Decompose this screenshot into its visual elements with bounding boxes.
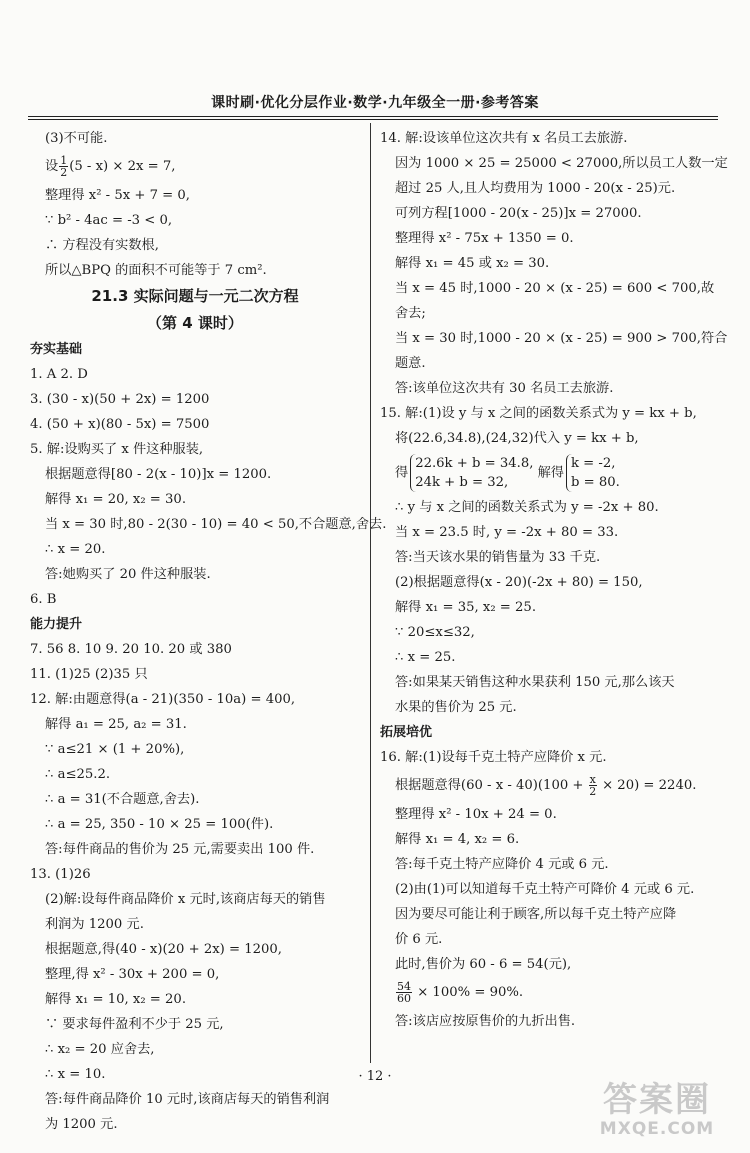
q13-tail-line: 整理得 x² - 5x + 7 = 0, [45, 188, 190, 203]
fraction [589, 774, 597, 797]
answer-line: 3. (30 - x)(50 + 2x) = 1200 [30, 392, 210, 407]
answer-line: 舍去; [395, 306, 426, 321]
header-rule [28, 116, 718, 117]
header-rule-thin [28, 119, 718, 120]
answer-line: 当 x = 45 时,1000 - 20 × (x - 25) = 600 < 700,故 [395, 281, 715, 296]
denominator: 2 [60, 166, 68, 179]
answer-line: 12. 解:由题意得(a - 21)(350 - 10a) = 400, [30, 692, 296, 707]
answer-line: 答:她购买了 20 件这种服装. [45, 567, 211, 582]
text: 得 [395, 465, 409, 481]
answer-line: 当 x = 30 时,1000 - 20 × (x - 25) = 900 > 700,符合 [395, 331, 728, 346]
equation: b = 80. [570, 475, 620, 490]
q13-tail-line: ∵ b² - 4ac = -3 < 0, [45, 213, 173, 228]
answer-line: ∴ x = 20. [45, 542, 106, 557]
answer-line: 解得 x₁ = 35, x₂ = 25. [395, 600, 537, 615]
q13-tail-line: 所以△BPQ 的面积不可能等于 7 cm². [45, 263, 267, 278]
answer-line: 因为要尽可能让利于顾客,所以每千克土特产应降 [395, 907, 677, 922]
answer-line: 整理得 x² - 10x + 24 = 0. [395, 807, 557, 822]
answer-line: 利润为 1200 元. [45, 917, 144, 932]
q13-tail-equation [30, 151, 360, 183]
answer-line: ∴ y 与 x 之间的函数关系式为 y = -2x + 80. [395, 500, 659, 515]
numerator: 54 [397, 980, 411, 993]
answer-line: (2)由(1)可以知道每千克土特产可降价 4 元或 6 元. [395, 882, 695, 897]
text: (5 - x) × 2x = 7, [69, 159, 176, 174]
text: × 20) = 2240. [597, 778, 697, 793]
fraction [396, 981, 412, 1004]
answer-line: ∴ x = 10. [45, 1067, 106, 1082]
right-column [380, 126, 728, 1034]
answer-line: 题意. [395, 356, 426, 371]
answer-line: 超过 25 人,且人均费用为 1000 - 20(x - 25)元. [395, 181, 676, 196]
answer-line: 为 1200 元. [45, 1117, 118, 1132]
text: 根据题意得(60 - x - 40)(100 + [395, 778, 588, 793]
answer-line: 将(22.6,34.8),(24,32)代入 y = kx + b, [395, 431, 639, 446]
answer-equation [380, 977, 715, 1009]
subsection-heading: 拓展培优 [380, 725, 433, 740]
answer-line: 根据题意得[80 - 2(x - 10)]x = 1200. [45, 467, 272, 482]
answer-line: 根据题意,得(40 - x)(20 + 2x) = 1200, [45, 942, 282, 957]
answer-line: 16. 解:(1)设每千克土特产应降价 x 元. [380, 750, 607, 765]
answer-line: 当 x = 30 时,80 - 2(30 - 10) = 40 < 50,不合题意,舍去. [45, 517, 387, 532]
answer-line: 1. A 2. D [30, 367, 88, 382]
column-divider [370, 123, 371, 1063]
section-title: 21.3 实际问题与一元二次方程 [91, 287, 299, 305]
left-column [30, 126, 387, 1137]
answer-line: 15. 解:(1)设 y 与 x 之间的函数关系式为 y = kx + b, [380, 406, 697, 421]
answer-line: 答:该单位这次共有 30 名员工去旅游. [395, 381, 614, 396]
answer-line: ∴ x₂ = 20 应舍去, [45, 1042, 155, 1057]
system-brace [566, 454, 620, 492]
answer-line: 答:该店应按原售价的九折出售. [395, 1014, 576, 1029]
text: × 100% = 90%. [413, 985, 524, 1000]
text: 解得 [537, 465, 564, 481]
answer-line: 解得 x₁ = 4, x₂ = 6. [395, 832, 520, 847]
answer-line: 解得 x₁ = 45 或 x₂ = 30. [395, 256, 550, 271]
answer-line: 答:每千克土特产应降价 4 元或 6 元. [395, 857, 609, 872]
system-brace [410, 454, 533, 492]
answer-line: ∵ a≤21 × (1 + 20%), [45, 742, 185, 757]
answer-line: ∴ a = 31(不合题意,舍去). [45, 792, 200, 807]
answer-line: 6. B [30, 592, 57, 607]
answer-line: 答:每件商品降价 10 元时,该商店每天的销售利润 [45, 1092, 330, 1107]
answer-line: 解得 x₁ = 10, x₂ = 20. [45, 992, 187, 1007]
q13-tail-line: (3)不可能. [45, 131, 108, 146]
watermark-logo: 答案圈 [603, 1080, 711, 1120]
answer-line: (2)解:设每件商品降价 x 元时,该商店每天的销售 [45, 892, 326, 907]
answer-line: 整理,得 x² - 30x + 200 = 0, [45, 967, 220, 982]
numerator: x [589, 773, 596, 786]
answer-equation [380, 770, 715, 802]
answer-line: (2)根据题意得(x - 20)(-2x + 80) = 150, [395, 575, 643, 590]
answer-line: ∴ a = 25, 350 - 10 × 25 = 100(件). [45, 817, 274, 832]
numerator: 1 [60, 154, 68, 167]
answer-line: ∵ 20≤x≤32, [395, 625, 475, 640]
equation: 24k + b = 32, [415, 475, 509, 490]
answer-line: 答:如果某天销售这种水果获利 150 元,那么该天 [395, 675, 675, 690]
denominator: 2 [589, 785, 597, 798]
watermark-url: MXQE.COM [599, 1119, 715, 1139]
answer-line: 答:每件商品的售价为 25 元,需要卖出 100 件. [45, 842, 315, 857]
answer-line: 13. (1)26 [30, 867, 91, 882]
watermark [572, 1081, 742, 1139]
equation-system [380, 451, 715, 495]
answer-line: 水果的售价为 25 元. [395, 700, 517, 715]
fraction [59, 155, 68, 178]
answer-line: ∵ 要求每件盈利不少于 25 元, [45, 1017, 224, 1032]
subsection-heading: 能力提升 [30, 617, 83, 632]
answer-line: 解得 a₁ = 25, a₂ = 31. [45, 717, 187, 732]
answer-line: 此时,售价为 60 - 6 = 54(元), [395, 957, 572, 972]
answer-line: 价 6 元. [395, 932, 443, 947]
answer-line: 5. 解:设购买了 x 件这种服装, [30, 442, 204, 457]
answer-line: ∴ a≤25.2. [45, 767, 111, 782]
answer-line: 11. (1)25 (2)35 只 [30, 667, 148, 682]
answer-line: 解得 x₁ = 20, x₂ = 30. [45, 492, 187, 507]
answer-line: 因为 1000 × 25 = 25000 < 27000,所以员工人数一定 [395, 156, 728, 171]
text: 设 [45, 159, 59, 174]
answer-line: 14. 解:设该单位这次共有 x 名员工去旅游. [380, 131, 628, 146]
answer-line: 整理得 x² - 75x + 1350 = 0. [395, 231, 574, 246]
answer-line: 7. 56 8. 10 9. 20 10. 20 或 380 [30, 642, 232, 657]
subsection-heading: 夯实基础 [30, 342, 83, 357]
equation: 22.6k + b = 34.8, [415, 456, 534, 471]
page-header: 课时刷·优化分层作业·数学·九年级全一册·参考答案 [211, 95, 539, 111]
answer-line: ∴ x = 25. [395, 650, 456, 665]
denominator: 60 [397, 992, 411, 1005]
q13-tail-line: ∴ 方程没有实数根, [45, 238, 159, 253]
section-subtitle: （第 4 课时） [147, 314, 243, 332]
answer-line: 4. (50 + x)(80 - 5x) = 7500 [30, 417, 210, 432]
equation: k = -2, [570, 456, 616, 471]
page-number: · 12 · [358, 1069, 392, 1084]
answer-line: 可列方程[1000 - 20(x - 25)]x = 27000. [395, 206, 642, 221]
answer-line: 当 x = 23.5 时, y = -2x + 80 = 33. [395, 525, 619, 540]
answer-line: 答:当天该水果的销售量为 33 千克. [395, 550, 601, 565]
